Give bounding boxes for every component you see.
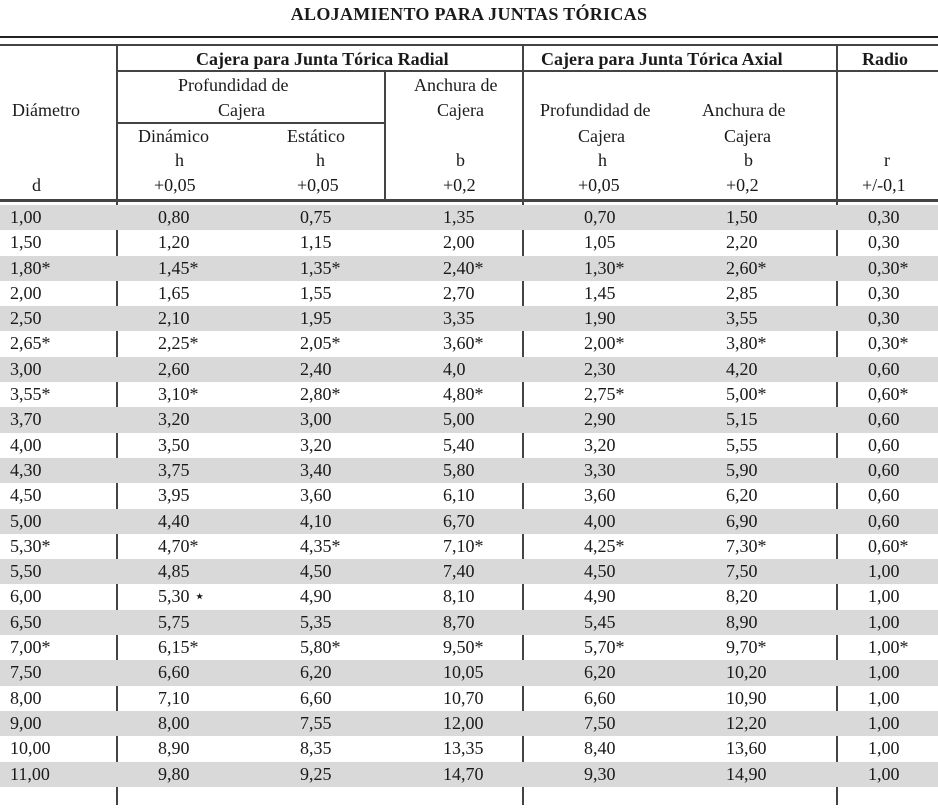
table-row <box>0 559 938 584</box>
radial-anchura-cell: 12,00 <box>443 712 484 733</box>
radial-prof-line1: Profundidad de <box>178 75 289 95</box>
axial-prof-cell: 3,20 <box>584 434 616 455</box>
axial-anchura-cell: 2,20 <box>726 232 758 253</box>
dinamico-cell: 4,70* <box>158 535 199 556</box>
axial-prof-cell: 6,60 <box>584 687 616 708</box>
dinamico-tol: +0,05 <box>154 175 196 195</box>
axial-anchura-cell: 10,20 <box>726 662 767 683</box>
estatico-cell: 4,10 <box>300 510 332 531</box>
axial-anchura-cell: 3,55 <box>726 308 758 329</box>
table-row <box>0 483 938 508</box>
estatico-cell: 5,35 <box>300 611 332 632</box>
table-row <box>0 711 938 736</box>
dinamico-cell: 9,80 <box>158 763 190 784</box>
table-title: ALOJAMIENTO PARA JUNTAS TÓRICAS <box>290 4 648 24</box>
axial-anchura-cell: 14,90 <box>726 763 767 784</box>
radio-cell: 0,60 <box>868 485 900 506</box>
estatico-cell: 7,55 <box>300 712 332 733</box>
radial-anchura-cell: 6,70 <box>443 510 475 531</box>
axial-prof-cell: 1,45 <box>584 282 616 303</box>
diametro-cell: 4,30 <box>10 459 42 480</box>
diametro-cell: 4,50 <box>10 485 42 506</box>
table-row <box>0 458 938 483</box>
estatico-cell: 6,60 <box>300 687 332 708</box>
dinamico-cell: 4,40 <box>158 510 190 531</box>
axial-prof-cell: 4,90 <box>584 586 616 607</box>
axial-anch-line2: Cajera <box>724 126 771 146</box>
axial-prof-cell: 0,70 <box>584 207 616 227</box>
radial-b-tol: +0,2 <box>443 175 476 195</box>
axial-anchura-cell: 6,90 <box>726 510 758 531</box>
diametro-heading: Diámetro <box>12 100 80 120</box>
radio-cell: 1,00 <box>868 712 900 733</box>
table-row <box>0 762 938 787</box>
radial-anchura-cell: 3,35 <box>443 308 475 329</box>
diametro-cell: 3,00 <box>10 358 42 379</box>
estatico-cell: 5,80* <box>300 637 341 658</box>
axial-prof-cell: 2,75* <box>584 384 625 405</box>
axial-prof-cell: 4,25* <box>584 535 625 556</box>
radial-anchura-cell: 2,00 <box>443 232 475 253</box>
radio-cell: 1,00 <box>868 611 900 632</box>
axial-anchura-cell: 5,55 <box>726 434 758 455</box>
dinamico-cell: 5,30 ⋆ <box>158 586 206 607</box>
axial-prof-line2: Cajera <box>578 126 625 146</box>
axial-anchura-cell: 13,60 <box>726 738 767 759</box>
radio-cell: 0,60 <box>868 358 900 379</box>
radial-prof-line2: Cajera <box>218 100 265 120</box>
estatico-cell: 1,95 <box>300 308 332 329</box>
radio-tol: +/-0,1 <box>862 175 906 195</box>
axial-anchura-cell: 3,80* <box>726 333 767 354</box>
dinamico-cell: 8,00 <box>158 712 190 733</box>
axial-anchura-cell: 4,20 <box>726 358 758 379</box>
radial-anchura-cell: 8,10 <box>443 586 475 607</box>
axial-h-tol: +0,05 <box>578 175 620 195</box>
radial-anch-line1: Anchura de <box>414 75 498 95</box>
radio-cell: 0,30* <box>868 257 909 278</box>
dinamico-cell: 1,20 <box>158 232 190 253</box>
estatico-heading: Estático <box>287 126 345 146</box>
dinamico-cell: 4,85 <box>158 561 190 582</box>
estatico-cell: 3,20 <box>300 434 332 455</box>
axial-anchura-cell: 7,30* <box>726 535 767 556</box>
radial-anchura-cell: 7,40 <box>443 561 475 582</box>
radio-cell: 0,30 <box>868 207 900 227</box>
diametro-cell: 4,00 <box>10 434 42 455</box>
axial-prof-cell: 9,30 <box>584 763 616 784</box>
radio-cell: 1,00 <box>868 738 900 759</box>
diametro-cell: 2,00 <box>10 282 42 303</box>
diametro-cell: 2,65* <box>10 333 51 354</box>
axial-anch-line1: Anchura de <box>702 100 786 120</box>
dinamico-h: h <box>175 150 184 170</box>
table-row <box>0 205 938 230</box>
radio-cell: 0,60 <box>868 434 900 455</box>
radial-anchura-cell: 6,10 <box>443 485 475 506</box>
dinamico-cell: 2,10 <box>158 308 190 329</box>
radial-anchura-cell: 10,70 <box>443 687 484 708</box>
table-row <box>0 736 938 761</box>
axial-prof-cell: 3,60 <box>584 485 616 506</box>
axial-prof-cell: 5,45 <box>584 611 616 632</box>
axial-anchura-cell: 8,90 <box>726 611 758 632</box>
estatico-h: h <box>316 150 325 170</box>
dinamico-cell: 6,60 <box>158 662 190 683</box>
radial-anchura-cell: 4,0 <box>443 358 466 379</box>
table-row <box>0 610 938 635</box>
axial-prof-cell: 1,90 <box>584 308 616 329</box>
radial-anchura-cell: 10,05 <box>443 662 484 683</box>
radial-anchura-cell: 13,35 <box>443 738 484 759</box>
radio-cell: 1,00 <box>868 662 900 683</box>
dinamico-cell: 5,75 <box>158 611 190 632</box>
dinamico-cell: 3,75 <box>158 459 190 480</box>
radial-anchura-cell: 4,80* <box>443 384 484 405</box>
axial-b-tol: +0,2 <box>726 175 759 195</box>
dinamico-cell: 3,95 <box>158 485 190 506</box>
radio-cell: 0,60 <box>868 510 900 531</box>
radial-anchura-cell: 14,70 <box>443 763 484 784</box>
divider-anchura <box>384 72 386 200</box>
axial-anchura-cell: 5,00* <box>726 384 767 405</box>
radial-anchura-cell: 5,00 <box>443 409 475 430</box>
dinamico-cell: 3,10* <box>158 384 199 405</box>
axial-anchura-cell: 2,85 <box>726 282 758 303</box>
radio-cell: 1,00 <box>868 763 900 784</box>
estatico-cell: 1,15 <box>300 232 332 253</box>
axial-anchura-cell: 9,70* <box>726 637 767 658</box>
axial-anchura-cell: 7,50 <box>726 561 758 582</box>
axial-anchura-cell: 5,15 <box>726 409 758 430</box>
table-row <box>0 256 938 281</box>
table-row <box>0 433 938 458</box>
axial-anchura-cell: 6,20 <box>726 485 758 506</box>
group-radial-heading: Cajera para Junta Tórica Radial <box>196 49 449 69</box>
d-label: d <box>32 175 41 195</box>
table-row <box>0 584 938 609</box>
dinamico-cell: 8,90 <box>158 738 190 759</box>
table-row <box>0 331 938 356</box>
axial-prof-cell: 2,00* <box>584 333 625 354</box>
radial-anchura-cell: 5,40 <box>443 434 475 455</box>
group-radio-heading: Radio <box>862 49 909 69</box>
diametro-cell: 2,50 <box>10 308 42 329</box>
radial-anchura-cell: 2,70 <box>443 282 475 303</box>
diametro-cell: 5,50 <box>10 561 42 582</box>
table-row <box>0 534 938 559</box>
table-row <box>0 686 938 711</box>
estatico-cell: 1,55 <box>300 282 332 303</box>
radio-cell: 0,30* <box>868 333 909 354</box>
diametro-cell: 9,00 <box>10 712 42 733</box>
radio-cell: 1,00* <box>868 637 909 658</box>
dinamico-cell: 2,60 <box>158 358 190 379</box>
diametro-cell: 1,50 <box>10 232 42 253</box>
estatico-cell: 8,35 <box>300 738 332 759</box>
header-top-rule <box>0 44 938 46</box>
axial-b: b <box>744 150 753 170</box>
dinamico-cell: 6,15* <box>158 637 199 658</box>
diametro-cell: 1,80* <box>10 257 51 278</box>
estatico-cell: 3,00 <box>300 409 332 430</box>
diametro-cell: 8,00 <box>10 687 42 708</box>
radio-r: r <box>884 150 890 170</box>
axial-anchura-cell: 5,90 <box>726 459 758 480</box>
estatico-cell: 4,90 <box>300 586 332 607</box>
diametro-cell: 6,00 <box>10 586 42 607</box>
table-row <box>0 509 938 534</box>
radial-anchura-cell: 8,70 <box>443 611 475 632</box>
estatico-cell: 4,50 <box>300 561 332 582</box>
header-bottom-rule <box>0 199 938 202</box>
radial-b: b <box>456 150 465 170</box>
axial-prof-cell: 2,30 <box>584 358 616 379</box>
table-row <box>0 382 938 407</box>
axial-prof-cell: 1,30* <box>584 257 625 278</box>
estatico-cell: 9,25 <box>300 763 332 784</box>
estatico-cell: 4,35* <box>300 535 341 556</box>
dinamico-heading: Dinámico <box>138 126 209 146</box>
estatico-cell: 2,80* <box>300 384 341 405</box>
table-row <box>0 407 938 432</box>
estatico-cell: 3,60 <box>300 485 332 506</box>
dinamico-cell: 3,50 <box>158 434 190 455</box>
axial-anchura-cell: 2,60* <box>726 257 767 278</box>
axial-prof-cell: 6,20 <box>584 662 616 683</box>
dinamico-cell: 1,65 <box>158 282 190 303</box>
title-rule <box>0 36 938 38</box>
axial-anchura-cell: 8,20 <box>726 586 758 607</box>
radial-anchura-cell: 9,50* <box>443 637 484 658</box>
radial-anchura-cell: 2,40* <box>443 257 484 278</box>
radio-cell: 1,00 <box>868 561 900 582</box>
dinamico-cell: 3,20 <box>158 409 190 430</box>
dinamico-cell: 2,25* <box>158 333 199 354</box>
dinamico-cell: 7,10 <box>158 687 190 708</box>
diametro-cell: 3,55* <box>10 384 51 405</box>
diametro-cell: 3,70 <box>10 409 42 430</box>
table-body <box>0 205 938 787</box>
radial-anchura-cell: 7,10* <box>443 535 484 556</box>
table-row <box>0 660 938 685</box>
diametro-cell: 5,00 <box>10 510 42 531</box>
estatico-cell: 2,40 <box>300 358 332 379</box>
dinamico-cell: 0,80 <box>158 207 190 227</box>
radial-anchura-cell: 1,35 <box>443 207 475 227</box>
radio-cell: 0,30 <box>868 308 900 329</box>
radial-anchura-cell: 3,60* <box>443 333 484 354</box>
diametro-cell: 11,00 <box>10 763 50 784</box>
axial-prof-cell: 7,50 <box>584 712 616 733</box>
table-row <box>0 230 938 255</box>
axial-prof-cell: 1,05 <box>584 232 616 253</box>
table-row <box>0 357 938 382</box>
axial-h: h <box>598 150 607 170</box>
table-row <box>0 306 938 331</box>
diametro-cell: 7,50 <box>10 662 42 683</box>
estatico-tol: +0,05 <box>297 175 339 195</box>
axial-prof-cell: 4,50 <box>584 561 616 582</box>
estatico-cell: 6,20 <box>300 662 332 683</box>
radio-cell: 0,60* <box>868 535 909 556</box>
diametro-cell: 1,00 <box>10 207 42 227</box>
radio-cell: 1,00 <box>868 687 900 708</box>
table-row <box>0 281 938 306</box>
axial-prof-cell: 4,00 <box>584 510 616 531</box>
group-axial-heading: Cajera para Junta Tórica Axial <box>541 49 783 69</box>
axial-prof-cell: 3,30 <box>584 459 616 480</box>
radio-cell: 0,60* <box>868 384 909 405</box>
estatico-cell: 2,05* <box>300 333 341 354</box>
table-row <box>0 635 938 660</box>
diametro-cell: 5,30* <box>10 535 51 556</box>
estatico-cell: 3,40 <box>300 459 332 480</box>
diametro-cell: 10,00 <box>10 738 51 759</box>
radio-cell: 0,30 <box>868 232 900 253</box>
axial-anchura-cell: 12,20 <box>726 712 767 733</box>
radio-cell: 0,60 <box>868 409 900 430</box>
axial-prof-cell: 2,90 <box>584 409 616 430</box>
estatico-cell: 1,35* <box>300 257 341 278</box>
radial-anch-line2: Cajera <box>437 100 484 120</box>
estatico-cell: 0,75 <box>300 207 332 227</box>
axial-anchura-cell: 1,50 <box>726 207 758 227</box>
radio-cell: 1,00 <box>868 586 900 607</box>
radial-anchura-cell: 5,80 <box>443 459 475 480</box>
diametro-cell: 6,50 <box>10 611 42 632</box>
dinamico-cell: 1,45* <box>158 257 199 278</box>
radio-cell: 0,30 <box>868 282 900 303</box>
diametro-cell: 7,00* <box>10 637 51 658</box>
axial-prof-cell: 8,40 <box>584 738 616 759</box>
axial-anchura-cell: 10,90 <box>726 687 767 708</box>
axial-prof-cell: 5,70* <box>584 637 625 658</box>
radio-cell: 0,60 <box>868 459 900 480</box>
axial-prof-line1: Profundidad de <box>540 100 651 120</box>
